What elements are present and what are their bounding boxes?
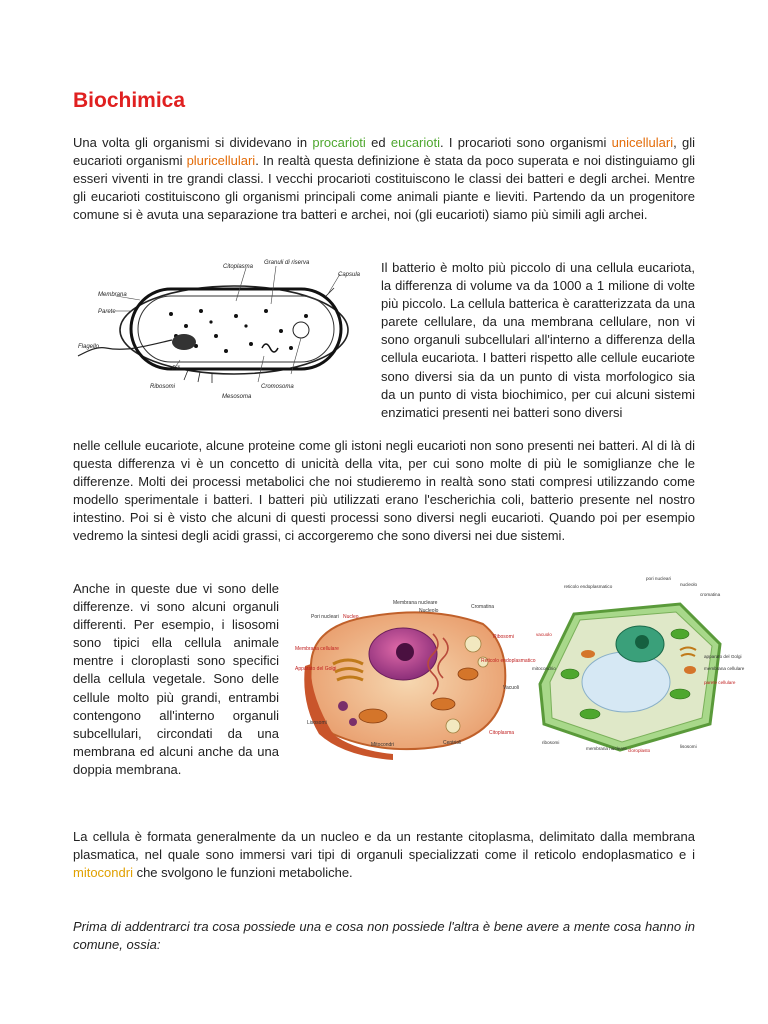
animal-label-cromatina: Cromatina [471, 604, 495, 610]
chromosome-squiggle [262, 344, 278, 352]
animal-nucleolus [396, 643, 414, 661]
animal-label-reticolo: Reticolo endoplasmatico [481, 658, 536, 664]
bact-label-parete: Parete [98, 309, 116, 315]
animal-label-membrana-cellulare: Membrana cellulare [295, 646, 339, 652]
term-mitocondri: mitocondri [73, 865, 133, 881]
closing-italic-paragraph: Prima di addentrarci tra cosa possiede una e cosa non possiede l'altra è bene avere a mente cosa hanno in comune, ossia: [73, 919, 695, 953]
term-eucarioti: eucarioti [390, 135, 440, 150]
plant-label-cromatina: cromatina [700, 592, 721, 597]
page-title: Biochimica [73, 89, 186, 112]
animal-cell-diagram [293, 594, 536, 762]
bact-label-cromosoma: Cromosoma [261, 384, 294, 390]
animal-label-lisosomi: Lisosomi [307, 720, 327, 726]
bacteria-paragraph-continued: nelle cellule eucariote, alcune proteine come gli istoni negli eucarioti non sono presenti nei batteri. Al di là di questa differenza vi è un concetto di unicità della vita, per cui sono molte di più le somiglianze che le differenze. Molti dei processi metabolici che noi studieremo in realtà sono stati compresi utilizzando come modello sperimentale i batteri. I batteri più utilizzati erano l'escherichia coli, batterio presente nel nostro intestino. Poi si è visto che alcuni di questi processi sono diversi negli eucarioti. Quando poi per esempio vedremo la sintesi degli acidi grassi, ci accorgeremo che sono diversi nei due sistemi. [73, 438, 695, 544]
animal-label-nucleo: Nucleo [343, 614, 359, 620]
bact-label-granuli: Granuli di riserva [264, 260, 310, 266]
plant-label-mitocondrio: mitocondrio [532, 666, 556, 671]
bacterium-diagram [76, 256, 368, 404]
plant-label-pori-nucleari: pori nucleari [646, 576, 672, 581]
bact-label-membrana: Membrana [98, 292, 127, 298]
animal-label-membrana-nucleare: Membrana nucleare [393, 600, 438, 606]
bact-label-flagello: Flagello [78, 344, 100, 350]
intro-text-5: . In realtà questa definizione è stata da poco superata e noi distinguiamo gli esseri viventi in tre grandi classi. I vecchi procarioti costituiscono le classi dei batteri e degli archei. Mentre gli eucarioti costituiscono gli organismi principali come animali piante e lieviti. Partendo da un progenitore comune si è avuta una separazione tra batteri e archei, noi (gli eucarioti) siamo più simili agli archei. [73, 153, 695, 223]
mesosome-blob [172, 334, 196, 350]
intro-text-2: ed [365, 135, 391, 150]
animal-label-centrioli: Centrioli [443, 740, 462, 746]
intro-paragraph [73, 134, 695, 224]
animal-label-ribosomi: Ribosomi [493, 634, 514, 640]
plant-label-ribosomi: ribosomi [542, 740, 560, 745]
plant-vacuole [582, 652, 670, 712]
bact-label-ribosomi: Ribosomi [150, 384, 176, 390]
bact-label-mesosoma: Mesosoma [222, 394, 252, 400]
cell-structure-text-1: La cellula è formata generalmente da un nucleo e da un restante citoplasma, delimitato dalla membrana plasmatica, nel quale sono immersi vari tipi di organuli specializzati come il reticolo endoplasmatico e i [73, 829, 695, 863]
plant-label-nucleolo: nucleolo [680, 582, 698, 587]
bact-label-capsula: Capsula [338, 272, 361, 278]
cell-structure-paragraph [73, 828, 695, 882]
bacteria-paragraph-wrapped: Il batterio è molto più piccolo di una cellula eucariota, la differenza di volume va da 1000 a 1 milione di volte più piccolo. La cellula batterica è caratterizzata da una parete cellulare, da una membrana cellulare, non vi sono organuli subcellulari all'interno a differenza della cellula eucariota. I batteri rispetto alle cellule eucariote sono diversi sia da un punto di vista morfologico sia da un punto di vista biochimico, per cui alcuni sistemi enzimatici presenti nei batteri sono diversi [381, 260, 695, 420]
animal-label-citoplasma: Citoplasma [489, 730, 515, 736]
animal-label-mitocondri: Mitocondri [371, 742, 395, 748]
animal-label-vacuoli: Vacuoli [503, 685, 520, 691]
term-unicellulari: unicellulari [611, 135, 674, 150]
plant-label-membrana-cellulare: membrana cellulare [704, 666, 745, 671]
cell-structure-text-2: che svolgono le funzioni metaboliche. [132, 865, 353, 881]
intro-text-4: , gli eucarioti organismi [73, 135, 695, 169]
intro-text-3: . I procarioti sono organismi [440, 135, 612, 150]
animal-label-golgi: Apparato del Golgi [295, 666, 337, 672]
bact-label-citoplasma: Citoplasma [223, 264, 254, 270]
plant-label-membrana-nucleare: membrana nucleare [586, 746, 627, 751]
plant-label-golgi: apparato del Golgi [704, 654, 742, 659]
plant-label-vacuolo: vacuolo [536, 632, 552, 637]
cells-paragraph-wrapped: Anche in queste due vi sono delle differenze. vi sono alcuni organuli differenti. Per esempio, i lisosomi sono tipici ella cellula animale mentre i cloroplasti sono specifici della cellula vegetale. Sono delle cellule molto più grandi, entrambi contengono all'interno organuli subcellulari, circondati da una membrana ed alcuni anche da una doppia membrana. [73, 581, 279, 777]
bact-label-pili: Pili [172, 366, 181, 372]
plant-label-cloroplasto: cloroplasto [628, 748, 651, 753]
term-pluricellulari: pluricellulari [186, 153, 256, 169]
plant-cell-diagram [530, 574, 745, 762]
vacuole-circle [293, 322, 309, 338]
intro-text-1: Una volta gli organismi si dividevano in [73, 135, 313, 150]
plant-label-lisosomi: lisosomi [680, 744, 697, 749]
capsule-outline [120, 286, 348, 374]
animal-label-pori-nucleari: Pori nucleari [311, 614, 339, 620]
cell-membrane [138, 296, 334, 362]
plant-label-reticolo: reticolo endoplasmatico [564, 584, 613, 589]
animal-label-nucleolo: Nucleolo [419, 608, 439, 614]
plant-nucleolus [635, 635, 649, 649]
plant-label-parete-cellulare: parete cellulare [704, 680, 736, 685]
term-procarioti: procarioti [312, 135, 366, 150]
